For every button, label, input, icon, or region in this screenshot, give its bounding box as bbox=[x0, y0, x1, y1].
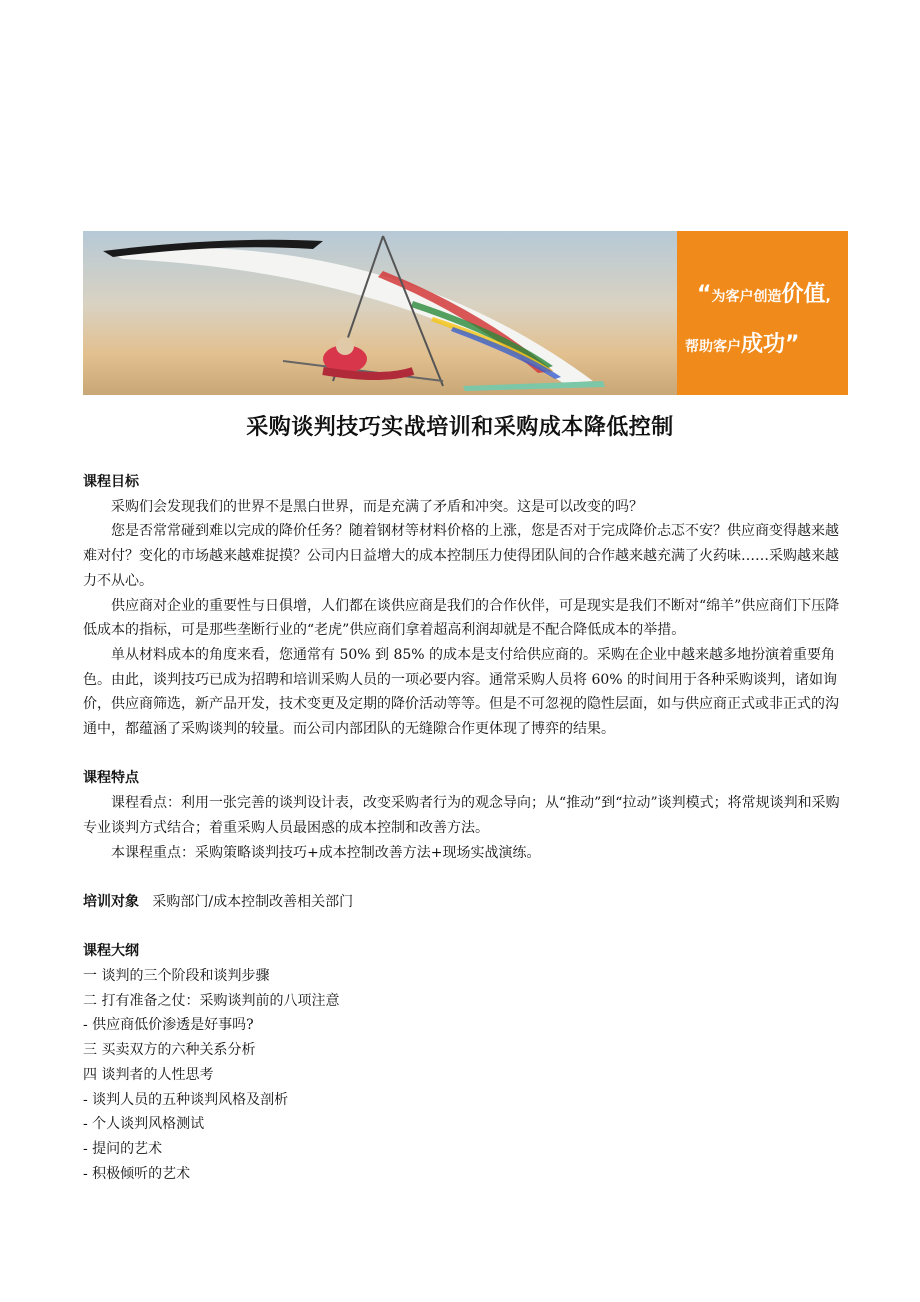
outline-item: 一 谈判的三个阶段和谈判步骤 bbox=[83, 968, 270, 985]
outline-item: - 个人谈判风格测试 bbox=[83, 1116, 205, 1133]
outline-item: 二 打有准备之仗：采购谈判前的八项注意 bbox=[83, 992, 340, 1009]
outline-item: - 供应商低价渗透是好事吗? bbox=[83, 1017, 254, 1034]
outline-item: 四 谈判者的人性思考 bbox=[83, 1066, 214, 1083]
paragraph: 供应商对企业的重要性与日俱增，人们都在谈供应商是我们的合作伙伴，可是现实是我们不断对“绵羊”供应商们下压降低成本的指标，可是那些垄断行业的“老虎”供应商们拿着超高利润却就是不配合降低成本的举措。 bbox=[83, 597, 840, 639]
slogan-panel bbox=[677, 231, 848, 395]
slogan-line-1: “为客户创造价值, bbox=[697, 282, 831, 307]
paragraph: 本课程重点：采购策略谈判技巧+成本控制改善方法+现场实战演练。 bbox=[111, 844, 541, 861]
page-title: 采购谈判技巧实战培训和采购成本降低控制 bbox=[246, 415, 674, 440]
hang-glider-illustration bbox=[83, 231, 677, 395]
paragraph: 您是否常常碰到难以完成的降价任务？随着钢材等材料价格的上涨，您是否对于完成降价忐忑不安？供应商变得越来越难对付？变化的市场越来越难捉摸？公司内日益增大的成本控制压力使得团队间的合作越来越充满了火药味……采购越来越力不从心。 bbox=[83, 523, 839, 589]
outline-item: 三 买卖双方的六种关系分析 bbox=[83, 1042, 256, 1059]
audience-value: 采购部门/成本控制改善相关部门 bbox=[152, 893, 354, 910]
slogan-line-2: 帮助客户成功” bbox=[685, 332, 800, 357]
document-body bbox=[83, 470, 851, 1186]
section-heading-outline: 课程大纲 bbox=[83, 943, 139, 960]
audience-line bbox=[83, 890, 851, 915]
banner bbox=[83, 231, 848, 395]
paragraph: 课程看点：利用一张完善的谈判设计表，改变采购者行为的观念导向；从“推动”到“拉动”谈判模式；将常规谈判和采购专业谈判方式结合；着重采购人员最困惑的成本控制和改善方法。 bbox=[83, 795, 840, 836]
hang-glider-photo bbox=[83, 231, 677, 395]
section-heading-goal: 课程目标 bbox=[83, 474, 139, 490]
paragraph: 采购们会发现我们的世界不是黑白世界，而是充满了矛盾和冲突。这是可以改变的吗？ bbox=[111, 498, 643, 515]
section-heading-audience: 培训对象 bbox=[83, 893, 139, 910]
outline-item: - 谈判人员的五种谈判风格及剖析 bbox=[83, 1091, 289, 1108]
section-heading-features: 课程特点 bbox=[83, 770, 139, 787]
outline-item: - 积极倾听的艺术 bbox=[83, 1165, 191, 1182]
outline-item: - 提问的艺术 bbox=[83, 1140, 163, 1157]
paragraph: 单从材料成本的角度来看，您通常有 50% 到 85% 的成本是支付给供应商的。采购在企业中越来越多地扮演着重要角色。由此，谈判技巧已成为招聘和培训采购人员的一项必要内容。通常采购人员将 60% 的时间用于各种采购谈判，诸如询价，供应商筛选，新产品开发，技术变更及定期的降价活动等等。但是不可忽视的隐性层面，如与供应商正式或非正式的沟通中，都蕴涵了采购谈判的较量。而公司内部团队的无缝隙合作更体现了博弈的结果。 bbox=[83, 646, 839, 738]
